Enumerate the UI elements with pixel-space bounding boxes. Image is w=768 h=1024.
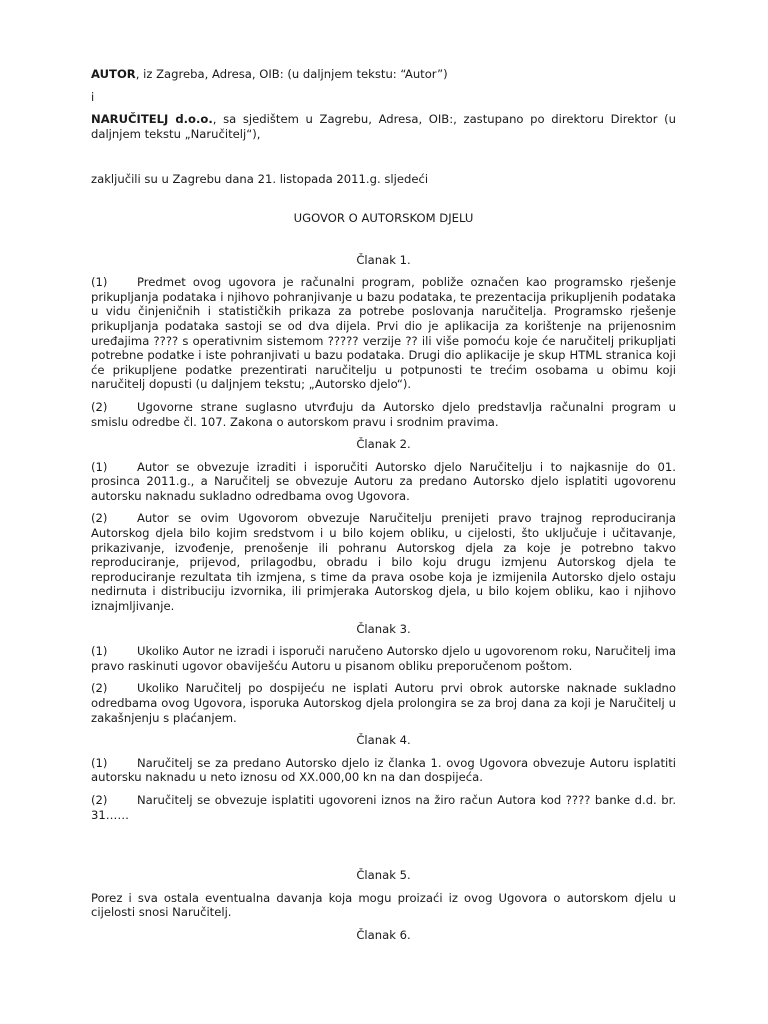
article-2-paragraph-1 [91,460,676,504]
article-5-heading: Članak 5. [356,868,411,883]
paragraph-number: (2) [91,792,108,807]
article-3-paragraph-1 [91,644,676,673]
article-2-heading: Članak 2. [356,437,411,452]
client-details: , sa sjedištem u Zagrebu, Adresa, OIB:, zastupano po direktoru Direktor (u daljnjem tekstu „Naručitelj“), [91,112,676,141]
article-3-paragraph-2 [91,681,676,725]
paragraph-text: Autor se ovim Ugovorom obvezuje Naručitelju prenijeti pravo trajnog reproduciranja Autorskog djela bilo kojim sredstvom i u bilo kojem obliku, u cijelosti, što uključuje i učitavanje, prikazivanje, izvođenje, prenošenje ili pohranu Autorskog djela za koje je potrebno takvo reproduciranje, prijevod, prilagodbu, obradu i bilo koju drugu izmjenu Autorskog djela te reproduciranje rezultata tih izmjena, s time da prava osobe koja je izmijenila Autorsko djelo ostaju nedirnuta i distribuciju izvornika, ili primjeraka Autorskog djela, u bilo kojem obliku, kao i njihovo iznajmljivanje. [91,511,676,614]
paragraph-text: Autor se obvezuje izraditi i isporučiti Autorsko djelo Naručitelju i to najkasnije do 01. prosinca 2011.g., a Naručitelj se obvezuje Autoru za predano Autorsko djelo isplatiti ugovorenu autorsku naknadu sukladno odredbama ovog Ugovora. [91,459,676,503]
paragraph-number: (1) [91,459,108,474]
article-2-paragraph-2 [91,511,676,613]
article-4-paragraph-2 [91,793,676,822]
client-name: NARUČITELJ d.o.o. [91,112,213,127]
article-1-paragraph-1 [91,275,676,392]
author-details: , iz Zagreba, Adresa, OIB: (u daljnjem tekstu: “Autor”) [135,67,448,81]
article-5-paragraph: Porez i sva ostala eventualna davanja koja mogu proizaći iz ovog Ugovora o autorskom djelu u cijelosti snosi Naručitelj. [91,890,676,920]
paragraph-text: Naručitelj se obvezuje isplatiti ugovoreni iznos na žiro račun Autora kod ???? banke d.d. br. 31…… [91,792,676,822]
paragraph-number: (1) [91,644,108,659]
article-4-paragraph-1 [91,756,676,785]
article-1-heading: Članak 1. [356,252,411,267]
article-1-paragraph-2 [91,400,676,429]
paragraph-text: Ugovorne strane suglasno utvrđuju da Autorsko djelo predstavlja računalni program u smislu odredbe čl. 107. Zakona o autorskom pravu i srodnim pravima. [91,399,676,429]
client-party [91,112,676,141]
paragraph-number: (2) [91,511,108,526]
and-separator: i [91,89,95,104]
contract-title: UGOVOR O AUTORSKOM DJELU [293,210,474,225]
article-6-heading: Članak 6. [356,927,411,942]
paragraph-number: (1) [91,755,108,770]
paragraph-number: (1) [91,275,108,290]
paragraph-number: (2) [91,681,108,696]
paragraph-text: Naručitelj se za predano Autorsko djelo iz članka 1. ovog Ugovora obvezuje Autoru isplatiti autorsku naknadu u neto iznosu od XX.000,00 kn na dan dospijeća. [91,755,676,785]
article-4-heading: Članak 4. [356,733,411,748]
paragraph-text: Predmet ovog ugovora je računalni program, pobliže označen kao programsko rješenje prikupljanja podataka i njihovo pohranjivanje u bazu podataka, te prezentacija prikupljenih podataka u vidu činjeničnih i statističkih prikaza za potrebe poslovanja naručitelja. Programsko rješenje prikupljanja podataka sastoji se od dva dijela. Prvi dio je aplikacija za korištenje na prijenosnim uređajima ???? s operativnim sistemom ????? verzije ?? ili više pomoću koje će naručitelj prikupljati potrebne podatke i iste pohranjivati u bazu podataka. Drugi dio aplikacije je skup HTML stranica koji će prikupljene podatke prezentirati naručitelju u potpunosti te trećim osobama u obimu koji naručitelj dopusti (u daljnjem tekstu; „Autorsko djelo“). [91,275,676,392]
contract-body [91,67,676,943]
author-name: AUTOR [91,67,136,81]
paragraph-text: Ukoliko Naručitelj po dospijeću ne isplati Autoru prvi obrok autorske naknade sukladno odredbama ovog Ugovora, isporuka Autorskog djela prolongira se za broj dana za koji je Naručitelj u zakašnjenju s plaćanjem. [91,681,676,725]
article-3-heading: Članak 3. [356,621,411,636]
paragraph-number: (2) [91,399,108,414]
concluded-statement: zaključili su u Zagrebu dana 21. listopada 2011.g. sljedeći [91,172,429,187]
author-party [91,67,676,82]
paragraph-text: Ukoliko Autor ne izradi i isporuči naručeno Autorsko djelo u ugovorenom roku, Naručitelj ima pravo raskinuti ugovor obaviješću Autoru u pisanom obliku preporučenom poštom. [91,644,676,673]
